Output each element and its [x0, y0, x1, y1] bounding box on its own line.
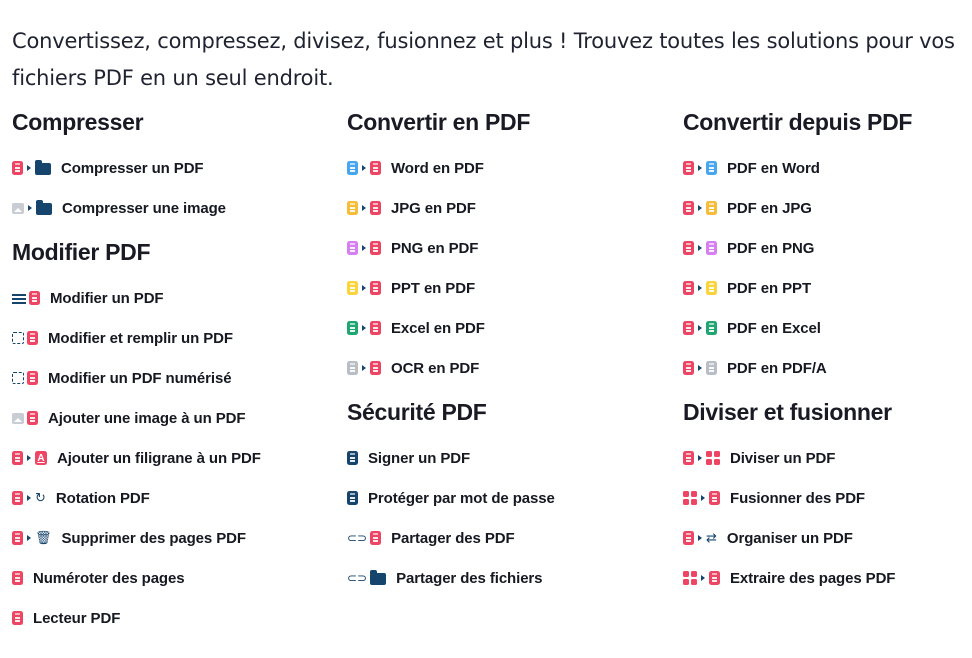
pdf-icon: [370, 161, 381, 175]
tool-link-pdf-en-word[interactable]: [683, 148, 912, 188]
pdf-icon: [370, 361, 381, 375]
pdf-icon: [12, 611, 23, 625]
trash-icon: 🗑: [35, 530, 52, 546]
dashed-select-icon: [12, 372, 24, 384]
tool-link-pdf-en-ppt[interactable]: [683, 268, 912, 308]
pdf-icon: [683, 161, 694, 175]
tool-link-partager-fichiers[interactable]: [347, 558, 555, 598]
pdf-icon: [370, 321, 381, 335]
pdf-icon: [12, 451, 23, 465]
arrow-icon: [698, 365, 702, 371]
tool-link-pdf-en-excel[interactable]: [683, 308, 912, 348]
pdfa-icon: [706, 361, 717, 375]
arrow-icon: [701, 495, 705, 501]
jpg-icon: [706, 201, 717, 215]
tool-label: Rotation PDF: [55, 489, 150, 507]
tool-link-partager-pdf[interactable]: [347, 518, 555, 558]
png-icon: [347, 241, 358, 255]
tool-label: OCR en PDF: [391, 359, 480, 377]
tool-link-modifier-numerise[interactable]: [12, 358, 261, 398]
tool-link-excel-en-pdf[interactable]: [347, 308, 555, 348]
section-heading-convertir-en: Convertir en PDF: [347, 109, 531, 135]
pdf-icon: [370, 281, 381, 295]
tool-label: PDF en PPT: [727, 279, 812, 297]
arrow-icon: [698, 455, 702, 461]
column-3: [683, 106, 912, 598]
pdf-icon: [370, 531, 381, 545]
tool-link-pdf-en-jpg[interactable]: [683, 188, 912, 228]
section-heading-modifier: Modifier PDF: [12, 239, 151, 265]
tool-label: Extraire des pages PDF: [730, 569, 896, 587]
arrow-icon: [698, 325, 702, 331]
arrow-icon: [362, 205, 366, 211]
tool-label: PDF en Word: [727, 159, 820, 177]
tool-label: PDF en PDF/A: [727, 359, 827, 377]
tool-link-jpg-en-pdf[interactable]: [347, 188, 555, 228]
tool-label: Partager des fichiers: [396, 569, 543, 587]
tool-label: Diviser un PDF: [730, 449, 836, 467]
section-list: [347, 428, 555, 598]
tool-link-modifier-pdf[interactable]: [12, 278, 261, 318]
tool-label: Numéroter des pages: [33, 569, 185, 587]
intro-text: Convertissez, compressez, divisez, fusionnez et plus ! Trouvez toutes les solutions pour vos fichiers PDF en un seul endroit.: [12, 29, 955, 90]
tool-label: Excel en PDF: [391, 319, 485, 337]
tool-link-rotation[interactable]: [12, 478, 261, 518]
sign-doc-icon: [347, 451, 358, 465]
word-icon: [706, 161, 717, 175]
pdf-icon: [370, 241, 381, 255]
image-icon: [12, 203, 24, 214]
section-heading-convertir-depuis: Convertir depuis PDF: [683, 109, 913, 135]
tool-label: Modifier un PDF numérisé: [48, 369, 232, 387]
tool-link-compresser-pdf[interactable]: [12, 148, 261, 188]
tool-label: Modifier un PDF: [50, 289, 164, 307]
split-grid-icon: [683, 571, 697, 585]
split-grid-icon: [683, 491, 697, 505]
section-list: [347, 138, 555, 388]
pdf-icon: [683, 451, 694, 465]
image-icon: [12, 413, 24, 424]
arrow-icon: [362, 325, 366, 331]
pdf-icon: [683, 241, 694, 255]
folder-icon: [35, 163, 51, 175]
arrow-icon: [698, 285, 702, 291]
arrow-icon: [698, 535, 702, 541]
tool-link-compresser-image[interactable]: [12, 188, 261, 228]
tool-link-ajouter-image[interactable]: [12, 398, 261, 438]
tool-label: Modifier et remplir un PDF: [48, 329, 233, 347]
ppt-icon: [347, 281, 358, 295]
tool-link-ppt-en-pdf[interactable]: [347, 268, 555, 308]
tool-label: Lecteur PDF: [33, 609, 121, 627]
excel-icon: [706, 321, 717, 335]
tool-link-diviser[interactable]: [683, 438, 912, 478]
pdf-icon: [12, 571, 23, 585]
pdf-icon: [683, 361, 694, 375]
pdf-icon: [683, 201, 694, 215]
tool-label: Partager des PDF: [391, 529, 515, 547]
tool-label: PDF en Excel: [727, 319, 821, 337]
tool-label: Ajouter un filigrane à un PDF: [57, 449, 261, 467]
tool-link-extraire[interactable]: [683, 558, 912, 598]
tool-link-supprimer-pages[interactable]: [12, 518, 261, 558]
tool-label: PDF en PNG: [727, 239, 815, 257]
section-heading-securite: Sécurité PDF: [347, 399, 487, 425]
arrow-icon: [698, 205, 702, 211]
sliders-icon: [12, 292, 26, 304]
section-list: [12, 138, 261, 228]
link-icon: ⊂⊃: [347, 571, 368, 585]
tool-link-word-en-pdf[interactable]: [347, 148, 555, 188]
tool-link-organiser[interactable]: [683, 518, 912, 558]
pdf-icon: [29, 291, 40, 305]
arrow-icon: [28, 205, 32, 211]
section-heading-compresser: Compresser: [12, 109, 144, 135]
section-heading-diviser: Diviser et fusionner: [683, 399, 892, 425]
folder-icon: [370, 573, 386, 585]
arrow-icon: [698, 245, 702, 251]
jpg-icon: [347, 201, 358, 215]
lock-doc-icon: [347, 491, 358, 505]
link-icon: ⊂⊃: [347, 531, 368, 545]
pdf-icon: [683, 531, 694, 545]
arrow-icon: [698, 165, 702, 171]
arrow-icon: [362, 285, 366, 291]
tool-link-lecteur[interactable]: [12, 598, 261, 638]
folder-icon: [36, 203, 52, 215]
tool-label: JPG en PDF: [391, 199, 476, 217]
pdf-icon: [683, 321, 694, 335]
tool-label: Compresser un PDF: [61, 159, 204, 177]
tool-label: PDF en JPG: [727, 199, 812, 217]
tool-link-ajouter-filigrane[interactable]: [12, 438, 261, 478]
tool-link-ocr-en-pdf[interactable]: [347, 348, 555, 388]
tool-label: Word en PDF: [391, 159, 484, 177]
tool-link-fusionner[interactable]: [683, 478, 912, 518]
tool-label: Ajouter une image à un PDF: [48, 409, 246, 427]
page-icon: [709, 571, 720, 585]
arrow-icon: [27, 495, 31, 501]
arrow-icon: [27, 535, 31, 541]
swap-icon: ⇄: [706, 530, 717, 546]
pdf-icon: [12, 161, 23, 175]
pdf-icon: [370, 201, 381, 215]
word-icon: [347, 161, 358, 175]
column-2: [347, 106, 555, 598]
tool-link-png-en-pdf[interactable]: [347, 228, 555, 268]
column-1: [12, 106, 261, 638]
pdf-icon: [27, 371, 38, 385]
pdf-icon: [683, 281, 694, 295]
arrow-icon: [27, 165, 31, 171]
section-list: [12, 268, 261, 638]
tool-label: PNG en PDF: [391, 239, 479, 257]
tool-link-signer[interactable]: [347, 438, 555, 478]
tool-label: Protéger par mot de passe: [368, 489, 555, 507]
arrow-icon: [362, 245, 366, 251]
dashed-select-icon: [12, 332, 24, 344]
pdf-icon: [12, 491, 23, 505]
ppt-icon: [706, 281, 717, 295]
tool-link-pdf-en-png[interactable]: [683, 228, 912, 268]
arrow-icon: [362, 365, 366, 371]
pdf-icon: [12, 531, 23, 545]
tool-label: Compresser une image: [62, 199, 226, 217]
rotate-icon: ↻: [35, 490, 46, 506]
tool-link-proteger[interactable]: [347, 478, 555, 518]
pdf-icon: [27, 331, 38, 345]
tool-link-numeroter[interactable]: [12, 558, 261, 598]
tool-label: Organiser un PDF: [726, 529, 853, 547]
tool-label: Supprimer des pages PDF: [61, 529, 246, 547]
pdf-icon: [27, 411, 38, 425]
pdf-icon: [709, 491, 720, 505]
excel-icon: [347, 321, 358, 335]
split-grid-icon: [706, 451, 720, 465]
ocr-icon: [347, 361, 358, 375]
section-list: [683, 138, 912, 388]
arrow-icon: [701, 575, 705, 581]
arrow-icon: [362, 165, 366, 171]
section-list: [683, 428, 912, 598]
png-icon: [706, 241, 717, 255]
tool-link-modifier-remplir[interactable]: [12, 318, 261, 358]
watermark-icon: A: [35, 451, 47, 465]
tool-label: Fusionner des PDF: [730, 489, 865, 507]
tool-link-pdf-en-pdfa[interactable]: [683, 348, 912, 388]
tool-label: PPT en PDF: [391, 279, 476, 297]
tool-label: Signer un PDF: [368, 449, 471, 467]
arrow-icon: [27, 455, 31, 461]
